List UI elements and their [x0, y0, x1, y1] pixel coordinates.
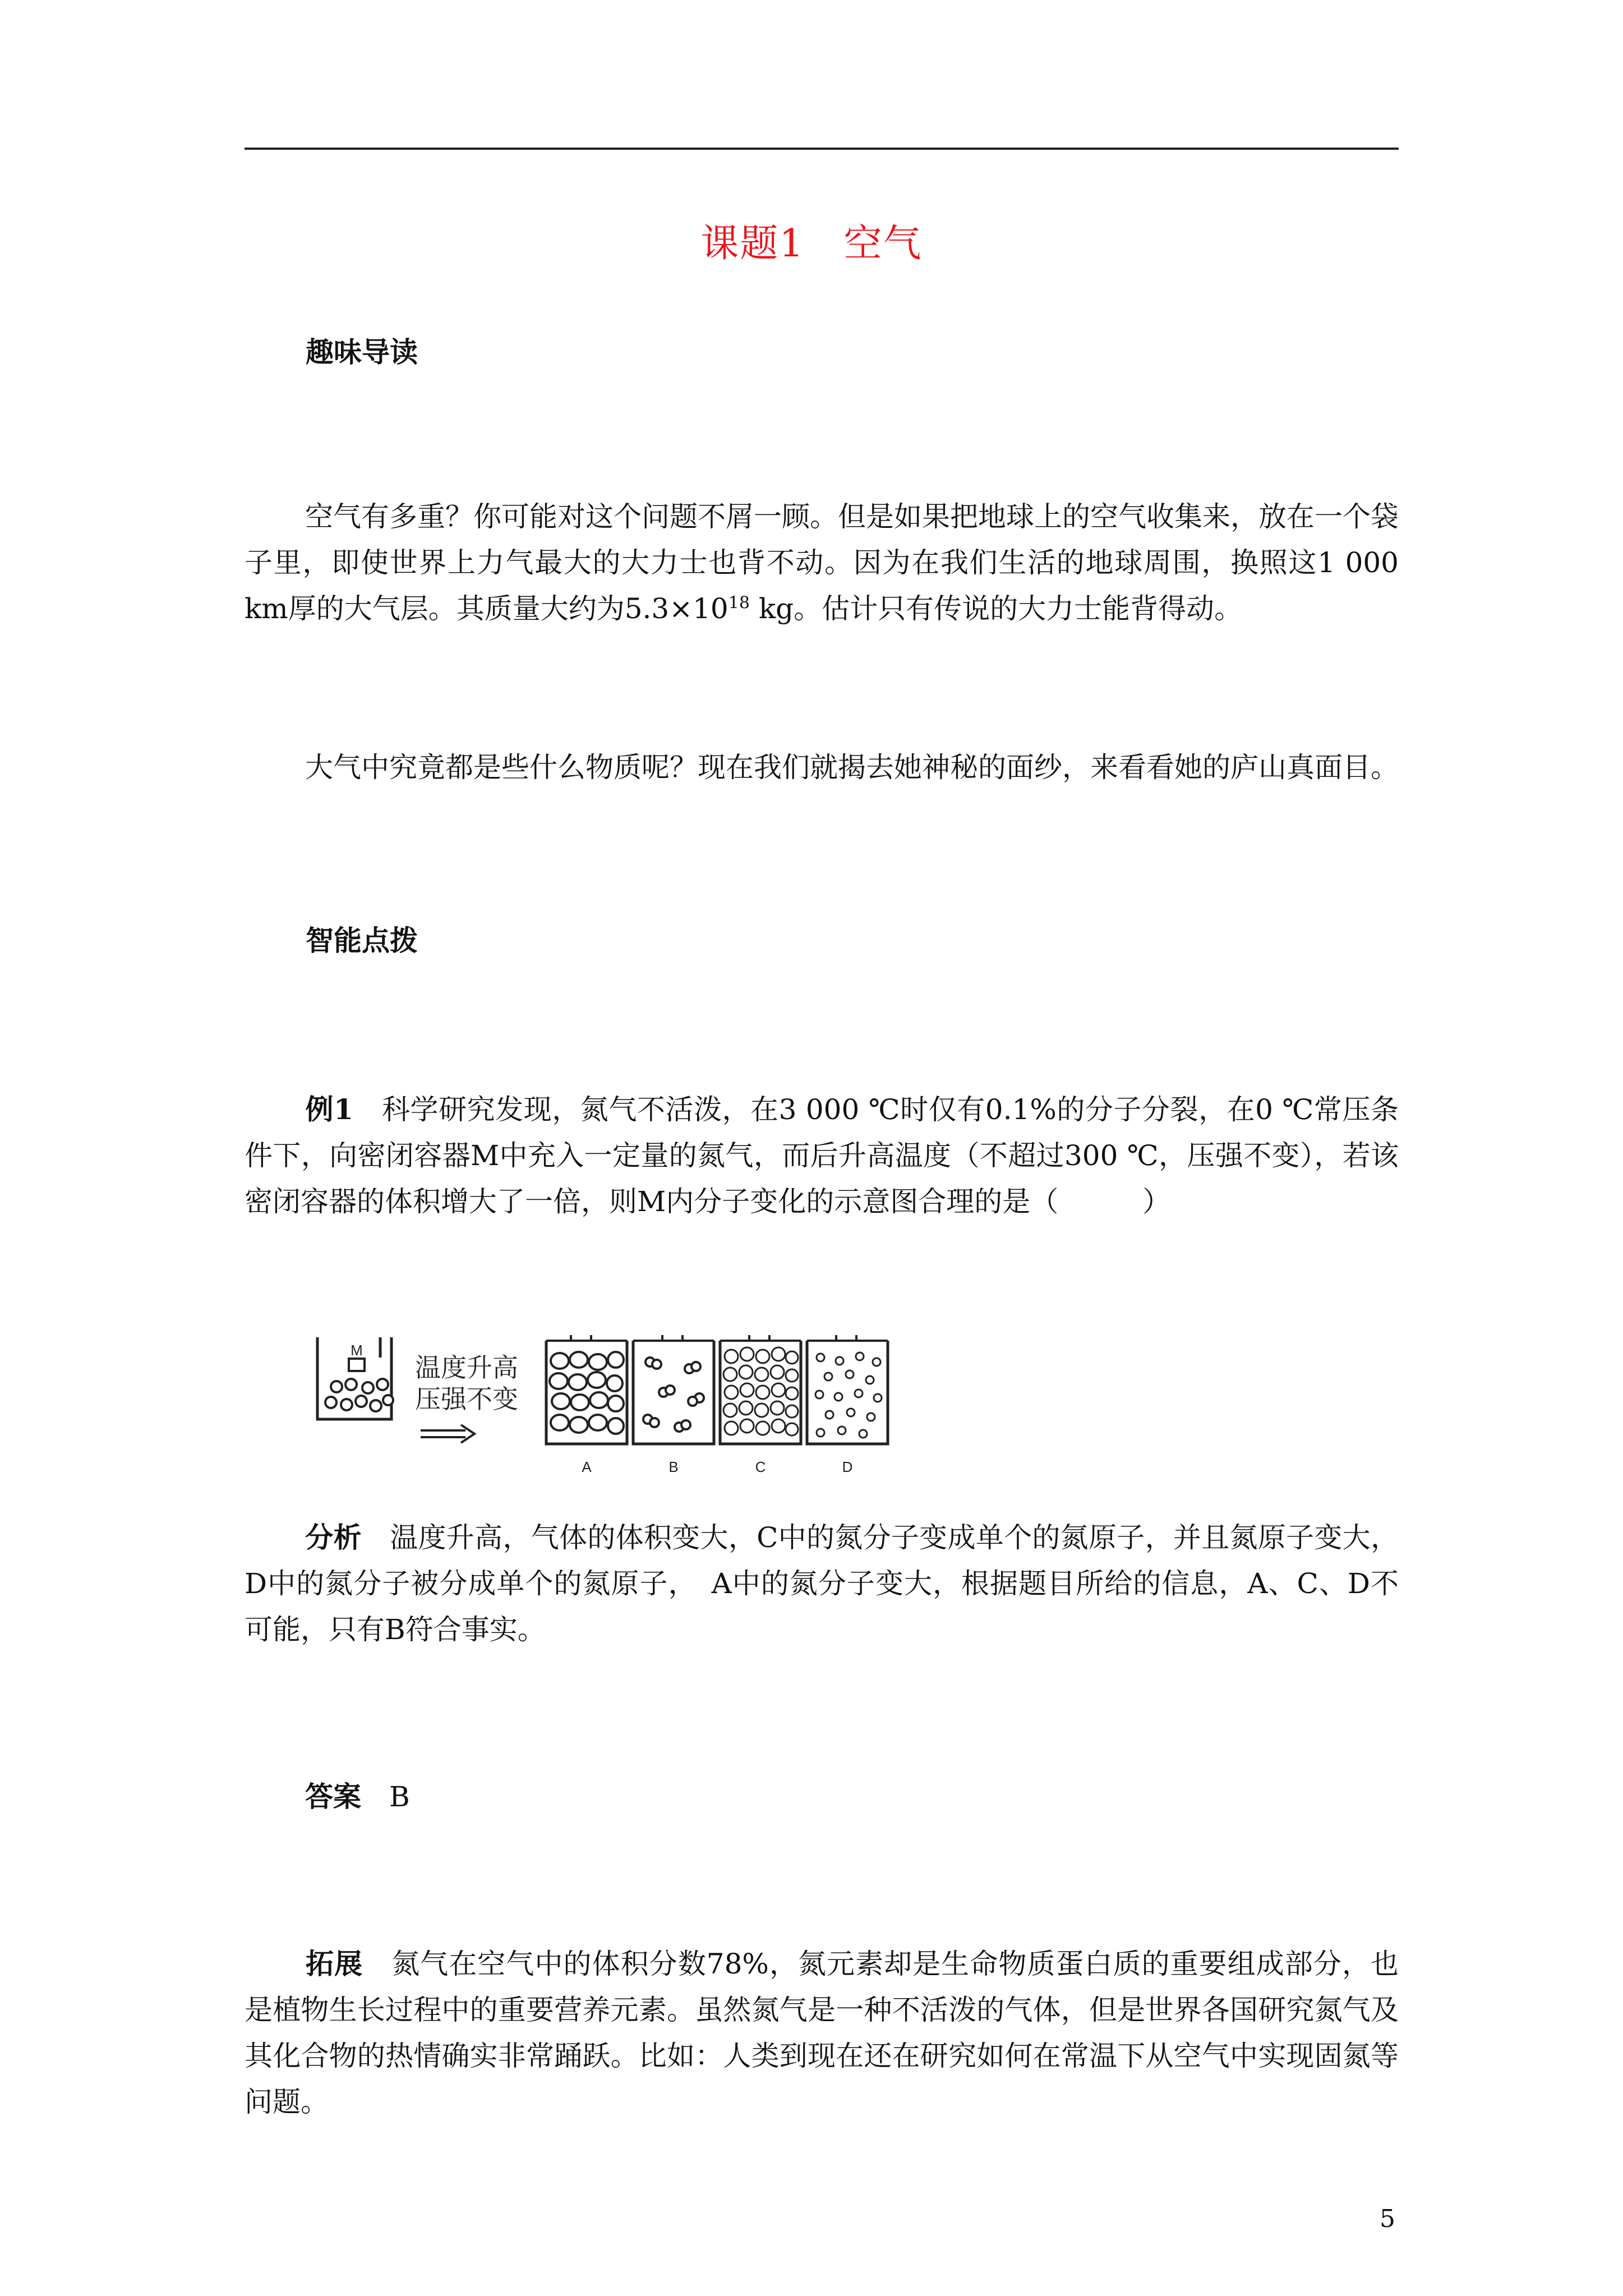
option-a-label: A	[582, 1458, 592, 1475]
analysis-label: 分析	[305, 1521, 362, 1554]
example-label: 例1	[305, 1093, 353, 1126]
paragraph-air-weight-text: 空气有多重？你可能对这个问题不屑一顾。但是如果把地球上的空气收集来，放在一个袋子里，即使世界上力气最大的大力士也背不动。因为在我们生活的地球周围，换照这1 000 km厚的大气层。其质量大约为5.3×10	[245, 500, 1399, 625]
extension-paragraph	[245, 1941, 1399, 2125]
section-heading-reading: 趣味导读	[306, 335, 418, 369]
option-b-box	[633, 1335, 714, 1475]
condition-line-1: 温度升高	[415, 1353, 518, 1382]
analysis-paragraph	[245, 1515, 1399, 1653]
arrow-icon	[421, 1425, 474, 1443]
paragraph-atmosphere-question-text: 大气中究竟都是些什么物质呢？现在我们就揭去她神秘的面纱，来看看她的庐山真面目。	[305, 751, 1399, 784]
answer-label: 答案	[305, 1780, 361, 1813]
condition-line-2: 压强不变	[415, 1384, 518, 1414]
option-b-label: B	[668, 1458, 679, 1475]
header-rule	[245, 148, 1399, 150]
page-number: 5	[1380, 2205, 1395, 2233]
paragraph-air-weight-tail: kg。估计只有传说的大力士能背得动。	[749, 592, 1243, 625]
example-paragraph	[245, 1087, 1399, 1225]
section-heading-tips: 智能点拨	[306, 924, 418, 957]
container-m-molecules	[325, 1379, 393, 1411]
analysis-text: 温度升高，气体的体积变大，C中的氮分子变成单个的氮原子，并且氮原子变大，D中的氮分子被分成单个的氮原子， A中的氮分子变大，根据题目所给的信息，A、C、D不可能，只有B符合事实。	[245, 1521, 1399, 1646]
molecule-diagram	[314, 1335, 897, 1481]
option-d-box	[807, 1335, 888, 1475]
paragraph-atmosphere-question	[245, 744, 1399, 790]
container-m-piston	[349, 1359, 365, 1371]
answer-paragraph	[245, 1774, 1399, 1820]
exponent: 18	[728, 593, 750, 613]
option-d-label: D	[842, 1458, 853, 1475]
option-c-label: C	[755, 1458, 766, 1475]
container-m-label: M	[351, 1342, 363, 1359]
answer-text: B	[361, 1780, 410, 1813]
option-a-box	[546, 1335, 627, 1475]
extension-label: 拓展	[305, 1947, 363, 1980]
extension-text: 氮气在空气中的体积分数78%，氮元素却是生命物质蛋白质的重要组成部分，也是植物生长过程中的重要营养元素。虽然氮气是一种不活泼的气体，但是世界各国研究氮气及其化合物的热情确实非常踊跃。比如：人类到现在还在研究如何在常温下从空气中实现固氮等问题。	[245, 1948, 1399, 2118]
page-title: 课题1 空气	[700, 222, 923, 266]
example-text: 科学研究发现，氮气不活泼，在3 000 ℃时仅有0.1%的分子分裂，在0 ℃常压条件下，向密闭容器M中充入一定量的氮气，而后升高温度（不超过300 ℃，压强不变），若该密闭容器的体积增大了一倍，则M内分子变化的示意图合理的是（ ）	[245, 1093, 1399, 1218]
paragraph-air-weight	[245, 494, 1399, 632]
option-c-box	[720, 1335, 801, 1475]
